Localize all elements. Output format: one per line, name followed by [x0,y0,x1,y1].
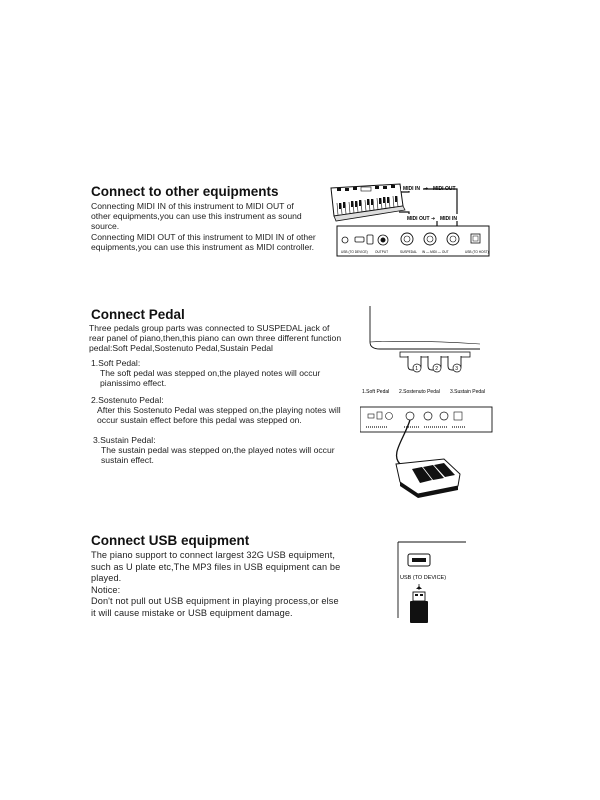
usb-body [91,550,371,619]
piano-body-illustration [370,306,480,372]
pedal-intro-line: Three pedals group parts was connected to SUSPEDAL jack of [89,323,330,333]
pedal-rear-panel [360,407,492,432]
midi-line: equipments,you can use this instrument as MIDI controller. [91,241,315,252]
pedal-intro-line: rear panel of piano,then,this piano can own three different function [89,333,342,344]
midi-connection-diagram [325,176,495,262]
pedal-item-line: occur sustain effect before this pedal was stepped on. [97,415,302,426]
pedal-section-title: Connect Pedal [91,307,185,322]
midi-out-label: MIDI OUT [433,186,456,192]
pedal-item-line: The soft pedal was stepped on,the played notes will occur [100,368,321,379]
pedal-caption-sostenuto: 2.Sostenuto Pedal [399,389,440,395]
usb-line: Don't not pull out USB equipment in playing process,or else [91,596,339,606]
pedal-item-heading: 2.Sostenuto Pedal: [91,395,164,405]
pedal-unit-illustration [396,459,460,498]
midi-line: Connecting MIDI IN of this instrument to MIDI OUT of [91,201,294,211]
midi-in-label: MIDI IN [403,186,420,192]
pedal-diagram [360,304,495,504]
usb-line: such as U plate etc,The MP3 files in USB equipment can be [91,561,341,572]
pedal-item-sustain [93,435,363,466]
pedal-number-2: 2 [435,366,439,372]
usb-diagram [396,540,468,625]
pedal-caption-soft: 1.Soft Pedal [362,389,390,395]
midi-body [91,201,331,252]
usb-line: played. [91,573,122,583]
usb-line: it will cause mistake or USB equipment damage. [91,607,293,618]
midi-out-label-2: MIDI OUT [407,216,430,222]
midi-line: Connecting MIDI OUT of this instrument to MIDI IN of other [91,231,316,242]
pedal-item-heading: 1.Soft Pedal: [91,358,141,368]
panel-label-midi: IN — MIDI — OUT [422,250,449,254]
arrow-glyph: ➜ [424,186,429,192]
midi-line: other equipments,you can use this instrument as sound [91,211,302,222]
pedal-item-heading: 3.Sustain Pedal: [93,435,156,445]
pedal-item-soft [91,358,361,389]
usb-port-label: USB (TO DEVICE) [400,575,447,581]
usb-section-title: Connect USB equipment [91,533,250,548]
pedal-intro-line: pedal:Soft Pedal,Sostenuto Pedal,Sustain Pedal [89,343,273,354]
midi-section-title: Connect to other equipments [91,184,279,199]
midi-line: source. [91,221,120,232]
pedal-item-sostenuto [91,395,361,426]
usb-stick-illustration [410,584,428,623]
keyboard-illustration [331,184,405,221]
usb-line: The piano support to connect largest 32G USB equipment, [91,550,336,560]
panel-label-output: OUTPUT [375,250,389,254]
pedal-item-line: pianissimo effect. [100,378,167,389]
pedal-item-line: After this Sostenuto Pedal was stepped on,the playing notes will [97,405,341,416]
pedal-item-line: The sustain pedal was stepped on,the played notes will occur [101,445,335,456]
panel-label-suspedal: SUSPEDAL [400,250,418,254]
pedal-number-1: 1 [415,366,419,372]
pedal-caption-sustain: 3.Sustain Pedal [450,389,486,395]
rear-panel [337,226,489,256]
pedal-item-line: sustain effect. [101,455,154,466]
arrow-glyph-2: ➜ [431,216,436,222]
pedal-number-3: 3 [455,366,459,372]
panel-label-usb-device: USB (TO DEVICE) [341,250,368,254]
usb-line: Notice: [91,584,121,595]
pedal-intro [89,323,359,354]
midi-in-label-2: MIDI IN [440,216,457,222]
panel-label-usb-host: USB (TO HOST) [465,250,489,254]
